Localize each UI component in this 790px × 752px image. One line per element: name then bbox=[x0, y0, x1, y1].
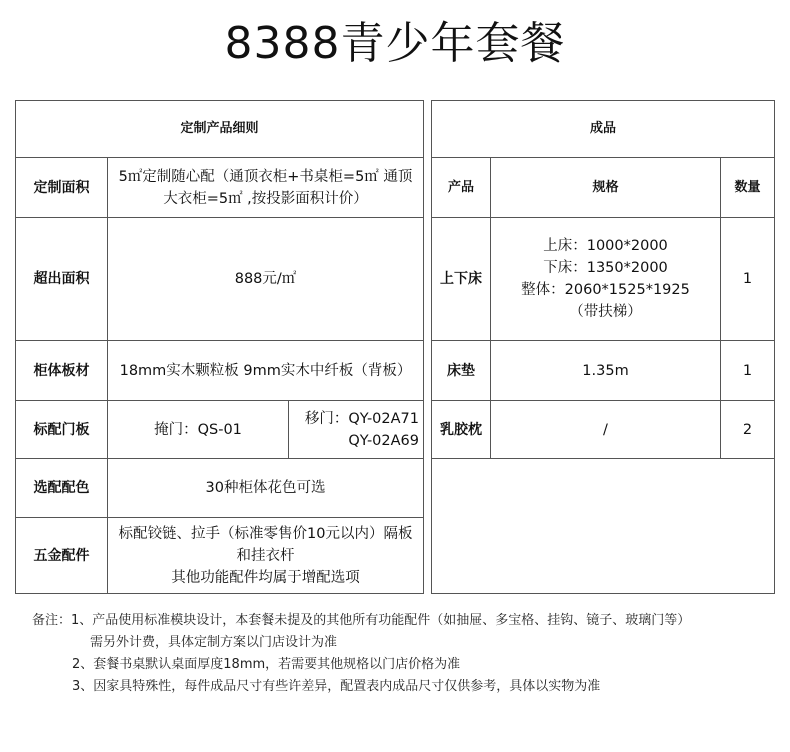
color-value: 30种柜体花色可选 bbox=[107, 458, 424, 518]
custom-table-header: 定制产品细则 bbox=[15, 100, 424, 158]
remark-1: 备注：1、产品使用标准模块设计，本套餐未提及的其他所有功能配件（如抽屉、多宝格、挂钩、镜子、玻璃门等） bbox=[32, 613, 691, 628]
hardware-line-2: 其他功能配件均属于增配选项 bbox=[171, 569, 360, 586]
mattress-spec: 1.35m bbox=[490, 340, 721, 401]
excess-label: 超出面积 bbox=[15, 217, 108, 341]
pillow-qty: 2 bbox=[720, 400, 775, 459]
bed-spec-line: （带扶梯） bbox=[569, 304, 642, 320]
remark-2: 2、套餐书桌默认桌面厚度18mm，若需要其他规格以门店价格为准 bbox=[72, 657, 461, 672]
hardware-line-1: 标配铰链、拉手（标准零售价10元以内）隔板和挂衣杆 bbox=[118, 525, 413, 564]
page-title: 8388青少年套餐 bbox=[224, 18, 566, 69]
remark-3: 3、因家具特殊性，每件成品尺寸有些许差异，配置表内成品尺寸仅供参考，具体以实物为准 bbox=[72, 679, 601, 694]
area-label: 定制面积 bbox=[15, 157, 108, 218]
hardware-value bbox=[107, 517, 424, 594]
bed-spec bbox=[490, 217, 721, 341]
door-swing-value: 掩门：QS-01 bbox=[107, 400, 289, 459]
finished-table-header: 成品 bbox=[431, 100, 775, 158]
bed-spec-line: 上床：1000*2000 bbox=[543, 238, 668, 254]
pillow-product: 乳胶枕 bbox=[431, 400, 491, 459]
mattress-product: 床垫 bbox=[431, 340, 491, 401]
bed-spec-line: 整体：2060*1525*1925 bbox=[521, 282, 690, 298]
door-sliding-line-2: QY-02A69 bbox=[348, 432, 419, 449]
door-sliding-value bbox=[288, 400, 424, 459]
mattress-qty: 1 bbox=[720, 340, 775, 401]
color-label: 选配配色 bbox=[15, 458, 108, 518]
col-spec-header: 规格 bbox=[490, 157, 721, 218]
finished-table-empty-area bbox=[431, 458, 775, 594]
material-label: 柜体板材 bbox=[15, 340, 108, 401]
bed-spec-line: 下床：1350*2000 bbox=[543, 260, 668, 276]
hardware-label: 五金配件 bbox=[15, 517, 108, 594]
excess-value: 888元/㎡ bbox=[107, 217, 424, 341]
col-product-header: 产品 bbox=[431, 157, 491, 218]
door-sliding-line-1: 移门：QY-02A71 bbox=[304, 410, 419, 427]
door-label: 标配门板 bbox=[15, 400, 108, 459]
pillow-spec: / bbox=[490, 400, 721, 459]
bed-product: 上下床 bbox=[431, 217, 491, 341]
remarks bbox=[32, 610, 772, 698]
remark-1-continued: 需另外计费，具体定制方案以门店设计为准 bbox=[90, 635, 338, 650]
material-value: 18mm实木颗粒板 9mm实木中纤板（背板） bbox=[107, 340, 424, 401]
bed-qty: 1 bbox=[720, 217, 775, 341]
col-qty-header: 数量 bbox=[720, 157, 775, 218]
area-value: 5㎡定制随心配（通顶衣柜+书桌柜=5㎡ 通顶大衣柜=5㎡ ,按投影面积计价） bbox=[107, 157, 424, 218]
